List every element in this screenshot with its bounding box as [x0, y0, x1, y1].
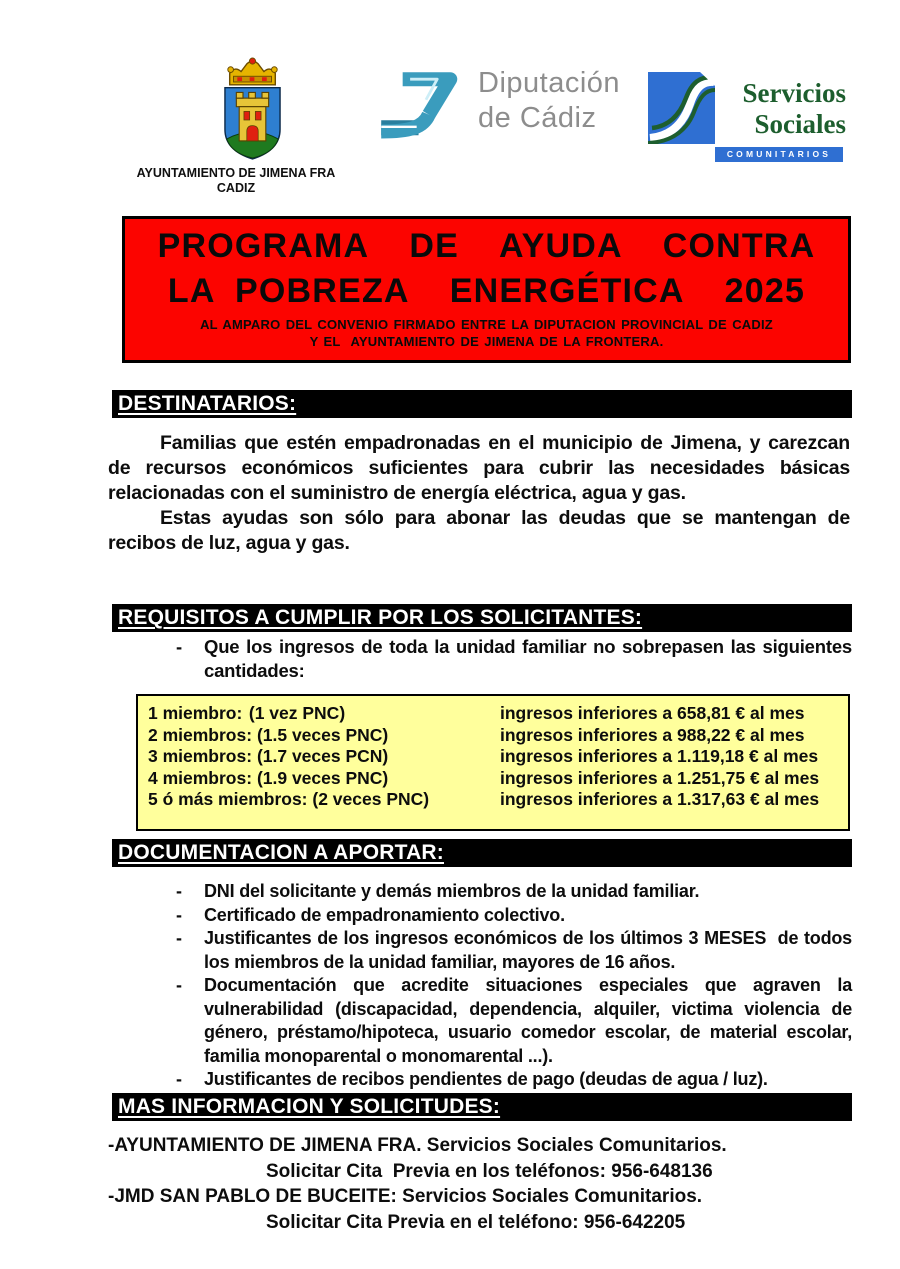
doc-bullet-text: Documentación que acredite situaciones especiales que agraven la vulnerabilidad (discapacidad, dependencia, alquiler, victima violencia de género, préstamo/hipoteca, usuario comedor escolar, de material escolar, familia monoparental o monomarental ...).: [204, 975, 857, 1066]
servicios-sociales-icon: [648, 72, 715, 144]
jimena-coat-of-arms-icon: [205, 55, 300, 165]
row-label: 2 miembros:: [148, 724, 253, 745]
requisitos-bullet-text: Que los ingresos de toda la unidad familiar no sobrepasen las siguientes cantidades:: [204, 636, 852, 681]
doc-bullet-text: Justificantes de recibos pendientes de pago (deudas de agua / luz).: [204, 1069, 768, 1089]
row-label: 4 miembros:: [148, 767, 253, 788]
servicios-line1: Servicios: [742, 78, 846, 108]
row-pnc: (2 veces PNC): [312, 789, 430, 809]
servicios-line2: Sociales: [754, 109, 846, 139]
row-label: 5 ó más miembros:: [148, 789, 308, 809]
table-row: [148, 725, 840, 747]
destinatarios-paragraphs: [108, 431, 850, 556]
bullet-dash: -: [176, 904, 182, 925]
contact-line-ayuntamiento: -AYUNTAMIENTO DE JIMENA FRA. Servicios Sociales Comunitarios.: [108, 1135, 727, 1156]
doc-bullet-item: [112, 927, 857, 974]
servicios-sociales-text: [718, 78, 846, 140]
doc-bullet-text: DNI del solicitante y demás miembros de la unidad familiar.: [204, 881, 700, 901]
bullet-dash: -: [176, 928, 182, 948]
doc-bullet-text: Justificantes de los ingresos económicos de los últimos 3 MESES de todos los miembros de la unidad familiar, mayores de 16 años.: [204, 928, 857, 972]
income-limits-table: [136, 694, 850, 831]
comunitarios-strip: COMUNITARIOS: [715, 147, 843, 162]
contact-info: [108, 1133, 850, 1235]
row-income-limit: ingresos inferiores a 988,22 € al mes: [500, 724, 805, 745]
doc-bullet-item: [112, 880, 852, 904]
row-pnc: (1.9 veces PNC): [256, 767, 389, 788]
documentacion-heading: DOCUMENTACION A APORTAR:: [118, 841, 444, 864]
bullet-dash: -: [176, 636, 183, 657]
program-subtitle-line1: AL AMPARO DEL CONVENIO FIRMADO ENTRE LA DIPUTACION PROVINCIAL DE CADIZ: [200, 317, 773, 332]
diputacion-line2: de Cádiz: [478, 102, 597, 134]
row-pnc: (1 vez PNC): [248, 703, 346, 723]
crest-caption-line2: CADIZ: [216, 181, 256, 195]
contact-line-phone-1: Solicitar Cita Previa en los teléfonos: 956-648136: [266, 1160, 713, 1182]
table-row: [148, 789, 840, 811]
row-pnc: (1.7 veces PCN): [256, 746, 389, 766]
servicios-sociales-logo: [648, 72, 848, 164]
row-income-limit: ingresos inferiores a 658,81 € al mes: [500, 703, 805, 723]
program-title-line2: LA POBREZA ENERGÉTICA 2025: [167, 272, 806, 310]
row-label: 3 miembros:: [148, 746, 253, 766]
table-row: [148, 746, 840, 768]
documentacion-list: [112, 880, 857, 1092]
row-income-limit: ingresos inferiores a 1.119,18 € al mes: [500, 746, 819, 766]
requisitos-heading: REQUISITOS A CUMPLIR POR LOS SOLICITANTES:: [118, 606, 643, 629]
diputacion-text: [478, 66, 648, 136]
diputacion-ribbon-icon: [378, 68, 474, 152]
crest-caption-line1: AYUNTAMIENTO DE JIMENA FRA: [136, 166, 336, 180]
crest-caption: [111, 166, 361, 196]
destinatarios-paragraph-1: Familias que estén empadronadas en el municipio de Jimena, y carezcan de recursos económicos suficientes para cubrir las necesidades básicas relacionadas con el suministro de energía eléctrica, agua y gas.: [108, 432, 850, 504]
doc-bullet-item: [112, 1068, 852, 1092]
row-pnc: (1.5 veces PNC): [256, 724, 389, 745]
doc-bullet-item: [112, 974, 857, 1068]
contact-line-jmd: -JMD SAN PABLO DE BUCEITE: Servicios Sociales Comunitarios.: [108, 1186, 703, 1207]
program-title-line1: PROGRAMA DE AYUDA CONTRA: [157, 227, 816, 265]
table-row: [148, 703, 840, 725]
section-bar-requisitos: [112, 604, 852, 632]
bullet-dash: -: [176, 881, 182, 901]
doc-bullet-text: Certificado de empadronamiento colectivo.: [204, 904, 565, 925]
destinatarios-heading: DESTINATARIOS:: [118, 392, 297, 415]
program-title-box: [122, 216, 851, 363]
row-income-limit: ingresos inferiores a 1.317,63 € al mes: [500, 789, 820, 809]
row-label: 1 miembro:: [148, 703, 243, 723]
doc-bullet-item: [112, 904, 852, 928]
row-income-limit: ingresos inferiores a 1.251,75 € al mes: [500, 767, 820, 788]
bullet-dash: -: [176, 975, 182, 995]
requisitos-bullet: [112, 635, 852, 683]
section-bar-mas-informacion: [112, 1093, 852, 1121]
diputacion-line1: Diputación: [478, 67, 621, 99]
program-subtitle-line2: Y EL AYUNTAMIENTO DE JIMENA DE LA FRONTERA.: [309, 334, 664, 349]
destinatarios-paragraph-2: Estas ayudas son sólo para abonar las deudas que se mantengan de recibos de luz, agua y gas.: [108, 507, 850, 554]
table-row: [148, 768, 840, 790]
contact-line-phone-2: Solicitar Cita Previa en el teléfono: 956-642205: [266, 1211, 686, 1233]
section-bar-documentacion: [112, 839, 852, 867]
mas-informacion-heading: MAS INFORMACION Y SOLICITUDES:: [118, 1095, 501, 1118]
section-bar-destinatarios: [112, 390, 852, 418]
bullet-dash: -: [176, 1069, 182, 1089]
